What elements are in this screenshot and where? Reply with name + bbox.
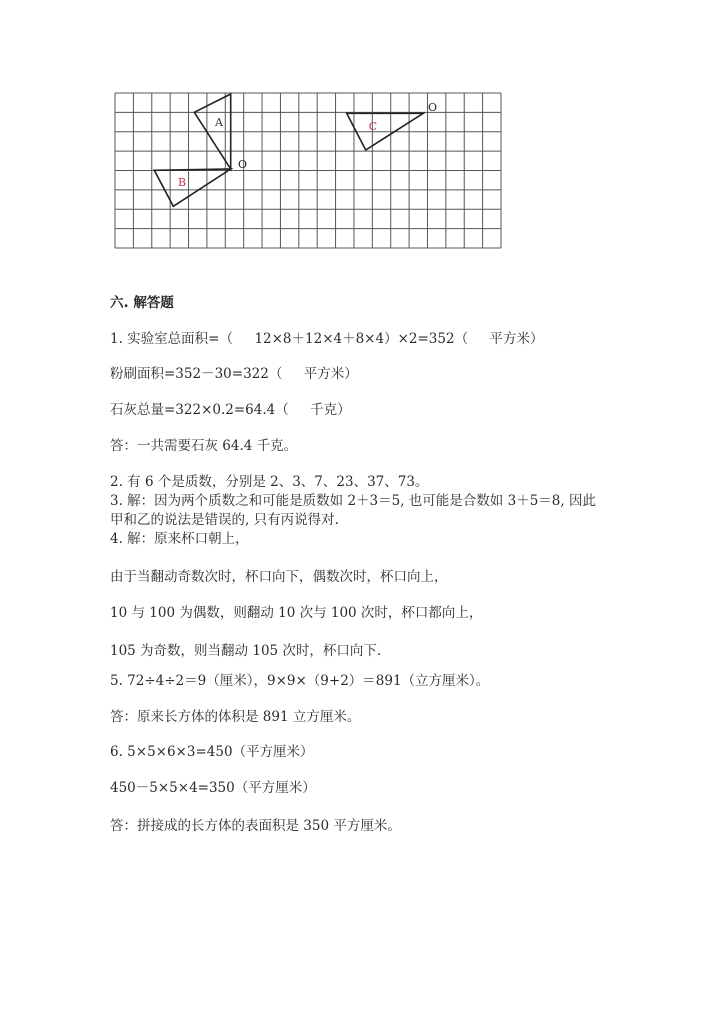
- triangle-label: B: [177, 176, 187, 189]
- answer-line: 石灰总量=322×0.2=64.4（ 千克）: [110, 402, 351, 418]
- answer-line: 由于当翻动奇数次时，杯口向下，偶数次时，杯口向上，: [110, 569, 448, 585]
- answer-line: 答：一共需要石灰 64.4 千克。: [110, 438, 298, 454]
- answer-line: 6. 5×5×6×3=450（平方厘米）: [110, 744, 314, 760]
- answer-line: 2. 有 6 个是质数，分别是 2、3、7、23、37、73。: [110, 474, 429, 490]
- triangle-label: C: [368, 120, 378, 133]
- section-title: 六. 解答题: [110, 295, 174, 311]
- answer-line: 粉刷面积=352－30=322（ 平方米）: [110, 366, 358, 382]
- rotation-center-label: O: [428, 101, 438, 114]
- answer-line: 3. 解：因为两个质数之和可能是质数如 2＋3＝5, 也可能是合数如 3＋5＝8, 因此: [110, 493, 596, 509]
- triangle-label: A: [215, 116, 223, 129]
- answer-line: 4. 解：原来杯口朝上，: [110, 531, 249, 547]
- rotation-center-label: O: [238, 158, 248, 171]
- triangle-b: [154, 169, 230, 206]
- answer-line: 10 与 100 为偶数，则翻动 10 次与 100 次时，杯口都向上，: [110, 605, 483, 621]
- answer-line: 1. 实验室总面积=（ 12×8＋12×4＋8×4）×2=352（ 平方米）: [110, 331, 544, 347]
- rotation-grid-figure: [0, 0, 720, 260]
- answer-line: 450－5×5×4=350（平方厘米）: [110, 780, 316, 796]
- answer-line: 答：原来长方体的体积是 891 立方厘米。: [110, 709, 361, 725]
- answer-line: 答：拼接成的长方体的表面积是 350 平方厘米。: [110, 818, 401, 834]
- answer-line: 甲和乙的说法是错误的, 只有丙说得对.: [110, 512, 339, 528]
- answer-line: 5. 72÷4÷2＝9（厘米），9×9×（9+2）＝891（立方厘米）。: [110, 673, 490, 689]
- answer-line: 105 为奇数，则当翻动 105 次时，杯口向下.: [110, 643, 382, 659]
